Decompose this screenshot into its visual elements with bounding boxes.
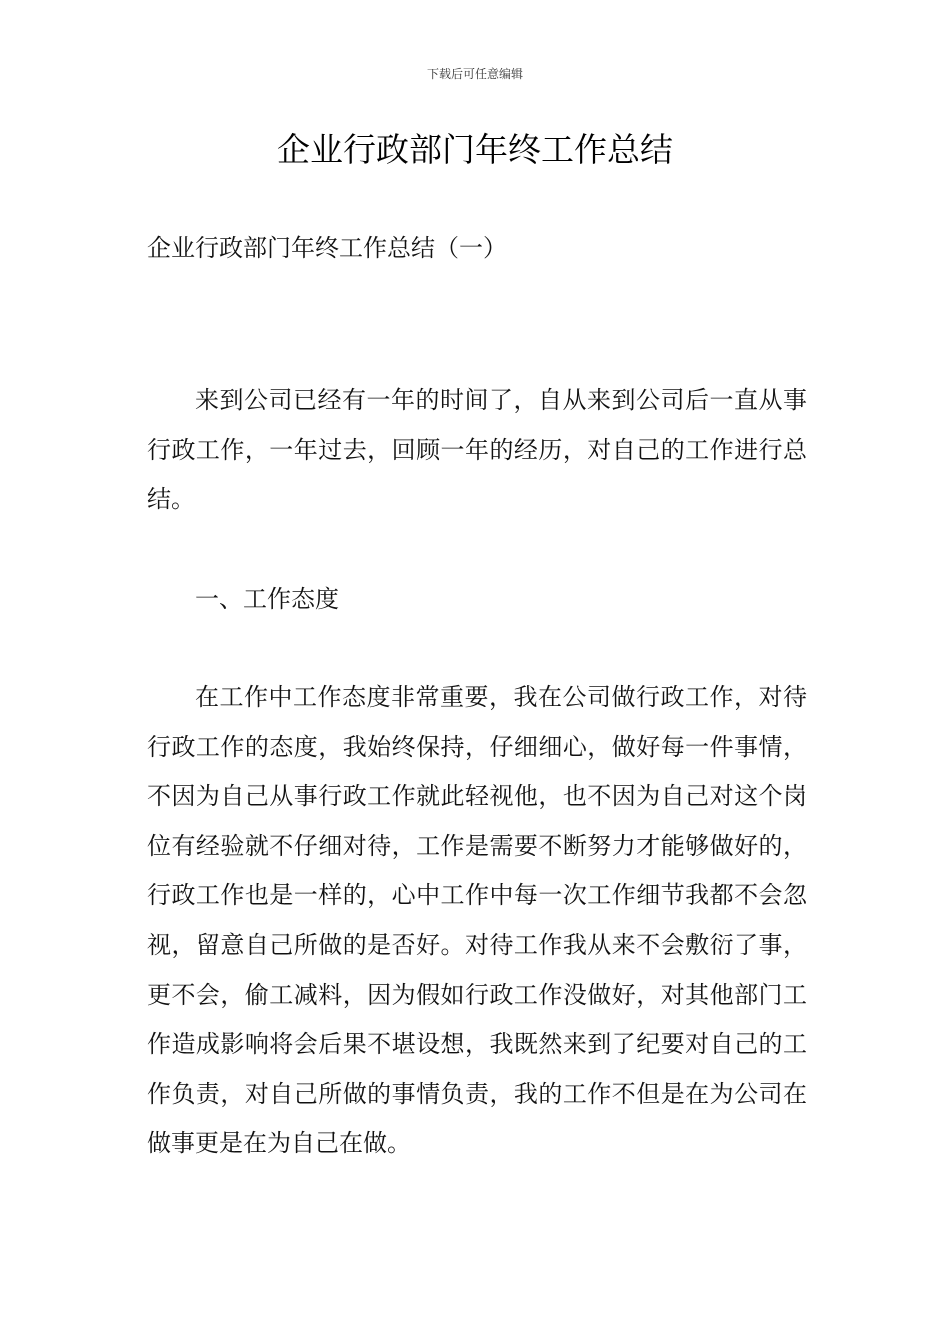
document-subtitle: 企业行政部门年终工作总结（一） [147,234,507,262]
attitude-paragraph: 在工作中工作态度非常重要，我在公司做行政工作，对待行政工作的态度，我始终保持，仔细细心，做好每一件事情，不因为自己从事行政工作就此轻视他，也不因为自己对这个岗位有经验就不仔细对待，工作是需要不断努力才能够做好的，行政工作也是一样的，心中工作中每一次工作细节我都不会忽视，留意自己所做的是否好。对待工作我从来不会敷衍了事，更不会，偷工减料，因为假如行政工作没做好，对其他部门工作造成影响将会后果不堪设想，我既然来到了纪要对自己的工作负责，对自己所做的事情负责，我的工作不但是在为公司在做事更是在为自己在做。 [147,683,807,1158]
header-note: 下载后可任意编辑 [426,67,523,81]
intro-paragraph: 来到公司已经有一年的时间了，自从来到公司后一直从事行政工作，一年过去，回顾一年的经历，对自己的工作进行总结。 [147,386,807,514]
document-title: 企业行政部门年终工作总结 [277,130,673,169]
section-heading: 一、工作态度 [195,585,339,613]
